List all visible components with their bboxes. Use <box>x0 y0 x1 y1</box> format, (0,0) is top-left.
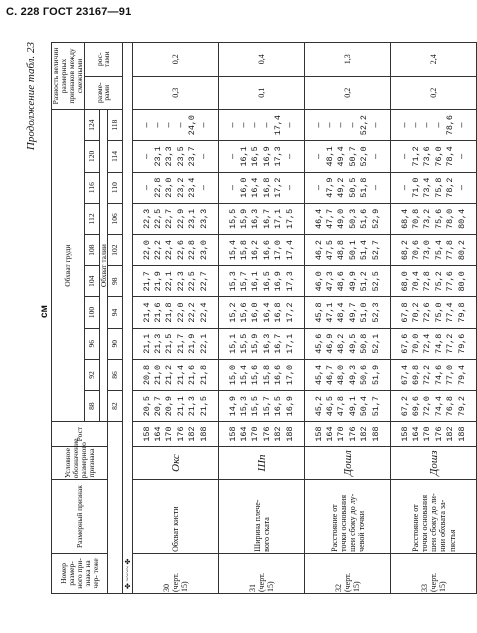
chest-value: 116 <box>84 172 99 203</box>
row-cell: — 71,2 73,6 76,0 78,4 — <box>391 141 477 172</box>
waist-value: 110 <box>108 172 123 203</box>
table-row <box>305 43 391 594</box>
row-cell: 21,7 21,9 22,1 22,3 22,5 22,7 <box>133 266 219 297</box>
row-cell: 14,9 15,3 15,5 15,7 16,5 16,9 <box>219 391 305 422</box>
row-diff-heights: 2,4 <box>391 43 477 77</box>
header-row-waist <box>108 43 123 594</box>
header-diff-sizes: разме- рами <box>84 76 123 109</box>
header-number: Номер размер- ного при- знака на чер- теже <box>52 553 108 593</box>
row-number: 30 (черт. 15) <box>133 553 219 593</box>
row-cell: 15,2 15,6 16,0 16,4 16,8 17,2 <box>219 297 305 328</box>
row-diff-heights: 1,3 <box>305 43 391 77</box>
chest-value: 108 <box>84 234 99 265</box>
row-name: Расстояние от точки основания шеи сбоку до ли- нии обхвата за- пястья <box>391 480 477 554</box>
table-row <box>133 43 219 594</box>
row-cell: 22,0 22,2 22,4 22,6 22,8 23,0 <box>133 234 219 265</box>
header-height: Рост <box>52 422 108 447</box>
header-spacer <box>108 422 123 594</box>
row-cell: 21,4 21,6 21,8 22,0 22,2 22,4 <box>133 297 219 328</box>
row-cell: — 48,1 49,4 50,7 52,0 — <box>305 141 391 172</box>
row-cell: 67,6 70,0 72,4 74,8 77,2 79,6 <box>391 328 477 359</box>
waist-value: 86 <box>108 359 123 390</box>
unit-label: см <box>39 305 50 318</box>
row-cell: — — — — 24,0 — <box>133 109 219 140</box>
waist-value: 118 <box>108 109 123 140</box>
chest-value: 112 <box>84 203 99 234</box>
row-zero-marker: ✤ ~~~~ ✤ <box>123 43 133 594</box>
row-diff-heights: 0,2 <box>133 43 219 77</box>
row-name: Расстояние от точки основания шеи сбоку до лу- чевой точки <box>305 480 391 554</box>
row-cell: 15,0 15,4 15,6 15,8 16,6 17,0 <box>219 359 305 390</box>
chest-value: 96 <box>84 328 99 359</box>
header-waist-group: Обхват талии <box>99 109 108 421</box>
header-symbol: Условное обозначение размерного признака <box>52 446 108 479</box>
waist-value: 98 <box>108 266 123 297</box>
chest-value: 88 <box>84 391 99 422</box>
row-number: 31 (черт. 15) <box>219 553 305 593</box>
size-table <box>51 42 477 594</box>
waist-value: 82 <box>108 391 123 422</box>
header-name: Размерный признак <box>52 480 108 554</box>
table-row <box>219 43 305 594</box>
row-cell: 68,4 70,8 73,2 75,6 78,0 80,4 <box>391 203 477 234</box>
row-cell: 15,4 15,8 16,2 16,6 17,0 17,4 <box>219 234 305 265</box>
row-cell: 45,8 47,1 48,4 49,7 51,0 52,3 <box>305 297 391 328</box>
row-name: Ширина плече- вого ската <box>219 480 305 554</box>
header-row-1 <box>52 43 85 594</box>
chest-value: 120 <box>84 141 99 172</box>
row-cell: 15,3 15,7 16,1 16,5 16,9 17,3 <box>219 266 305 297</box>
row-cell: 46,0 47,3 48,6 49,9 51,2 52,5 <box>305 266 391 297</box>
row-cell: — 23,1 23,3 23,5 23,7 — <box>133 141 219 172</box>
row-cell: — 16,0 16,4 16,8 17,2 — <box>219 172 305 203</box>
table-caption: Продолжение табл. 23 <box>25 42 37 151</box>
row-cell: 15,5 15,9 16,3 16,7 17,1 17,5 <box>219 203 305 234</box>
waist-value: 114 <box>108 141 123 172</box>
chest-value: 124 <box>84 109 99 140</box>
chest-value: 92 <box>84 359 99 390</box>
row-cell: 20,8 21,0 21,2 21,4 21,6 21,8 <box>133 359 219 390</box>
row-cell: 46,2 47,5 48,8 50,1 51,4 52,7 <box>305 234 391 265</box>
page-header: С. 228 ГОСТ 23167—91 <box>6 6 132 18</box>
row-cell: — 71,0 73,4 75,8 78,2 — <box>391 172 477 203</box>
row-heights: 158 164 170 176 182 188 <box>219 422 305 447</box>
chest-value: 104 <box>84 266 99 297</box>
row-cell: 67,4 69,8 72,2 74,6 77,0 79,4 <box>391 359 477 390</box>
row-cell: — — — — 52,2 — <box>305 109 391 140</box>
row-cell: 45,6 46,9 48,2 49,5 50,8 52,1 <box>305 328 391 359</box>
row-symbol: Дошл <box>305 446 391 479</box>
row-cell: — 47,9 49,2 50,5 51,8 — <box>305 172 391 203</box>
row-diff-sizes: 0,2 <box>305 76 391 109</box>
waist-value: 94 <box>108 297 123 328</box>
row-cell: 20,5 20,7 20,9 21,1 21,3 21,5 <box>133 391 219 422</box>
row-number: 33 (черт. 15) <box>391 553 477 593</box>
header-diff-group: Разность величин размерных признаков между смежными <box>52 43 85 110</box>
waist-value: 90 <box>108 328 123 359</box>
row-symbol: Шп <box>219 446 305 479</box>
row-cell: 22,3 22,5 22,7 22,9 23,1 23,3 <box>133 203 219 234</box>
row-cell: 15,1 15,5 15,9 16,3 16,7 17,1 <box>219 328 305 359</box>
waist-value: 102 <box>108 234 123 265</box>
row-diff-sizes: 0,2 <box>391 76 477 109</box>
row-heights: 158 164 170 176 182 188 <box>133 422 219 447</box>
row-cell: 67,2 69,6 72,0 74,4 76,8 79,2 <box>391 391 477 422</box>
row-heights: 158 164 170 176 182 188 <box>391 422 477 447</box>
row-symbol: Дошз <box>391 446 477 479</box>
header-diff-heights: рос- тами <box>84 43 123 77</box>
row-diff-sizes: 0,1 <box>219 76 305 109</box>
row-number: 32 (черт. 15) <box>305 553 391 593</box>
header-chest-group: Обхват груди <box>52 109 85 421</box>
chest-value: 100 <box>84 297 99 328</box>
row-heights: 158 164 170 176 182 188 <box>305 422 391 447</box>
row-cell: 46,4 47,7 49,0 50,3 51,6 52,9 <box>305 203 391 234</box>
row-marker <box>123 43 133 594</box>
row-cell: 67,8 70,2 72,6 75,0 77,4 79,8 <box>391 297 477 328</box>
row-cell: 68,2 70,6 73,0 75,4 77,8 80,2 <box>391 234 477 265</box>
row-cell: 21,1 21,3 21,5 21,7 21,9 22,1 <box>133 328 219 359</box>
row-cell: 45,2 46,5 47,8 49,1 50,4 51,7 <box>305 391 391 422</box>
row-cell: — — — — 78,6 — <box>391 109 477 140</box>
row-name: Обхват кисти <box>133 480 219 554</box>
rotated-table-block <box>25 42 467 594</box>
row-symbol: Окс <box>133 446 219 479</box>
row-diff-heights: 0,4 <box>219 43 305 77</box>
row-diff-sizes: 0,3 <box>133 76 219 109</box>
row-cell: 45,4 46,7 48,0 49,3 50,6 51,9 <box>305 359 391 390</box>
row-cell: 68,0 70,4 72,8 75,2 77,6 80,0 <box>391 266 477 297</box>
waist-value: 106 <box>108 203 123 234</box>
table-row <box>391 43 477 594</box>
row-cell: — — — — 17,4 — <box>219 109 305 140</box>
row-cell: — 16,1 16,5 16,9 17,3 — <box>219 141 305 172</box>
row-cell: — 22,8 23,0 23,2 23,4 — <box>133 172 219 203</box>
